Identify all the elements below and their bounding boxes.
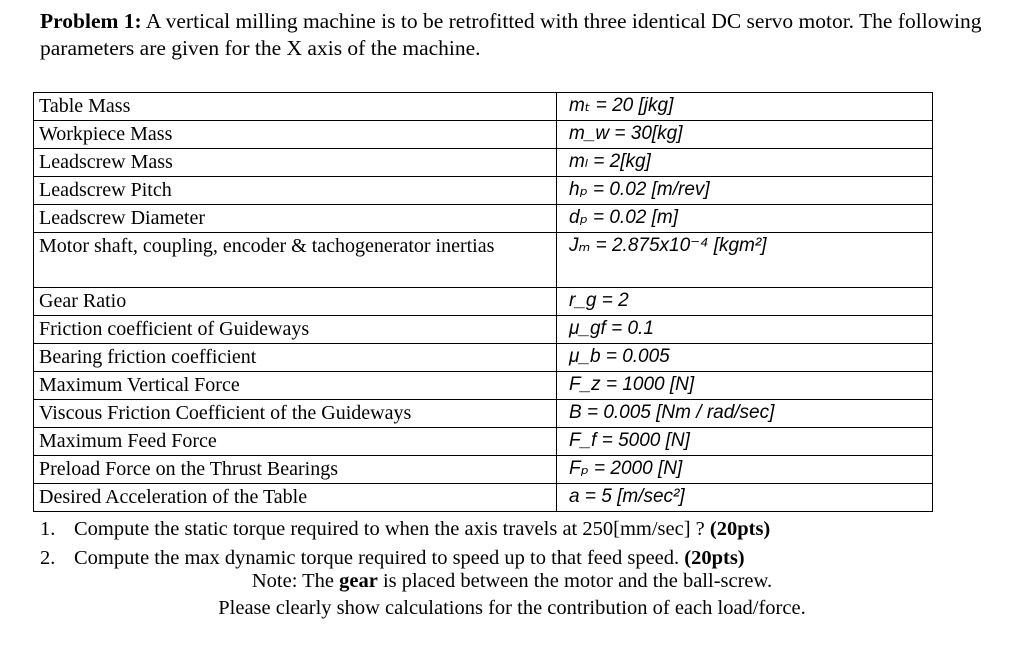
parameter-value: m_w = 30[kg] bbox=[557, 121, 933, 149]
parameter-row bbox=[34, 177, 933, 205]
parameter-value: mₗ = 2[kg] bbox=[557, 149, 933, 177]
question-1 bbox=[40, 515, 1000, 544]
parameter-label: Maximum Vertical Force bbox=[34, 372, 557, 400]
parameter-value: Jₘ = 2.875x10⁻⁴ [kgm²] bbox=[557, 233, 933, 288]
parameter-row bbox=[34, 288, 933, 316]
parameter-row bbox=[34, 400, 933, 428]
parameter-value: μ_gf = 0.1 bbox=[557, 316, 933, 344]
parameter-label: Leadscrew Pitch bbox=[34, 177, 557, 205]
note-prefix: Note: The bbox=[251, 570, 340, 592]
parameter-row bbox=[34, 316, 933, 344]
parameter-label: Desired Acceleration of the Table bbox=[34, 484, 557, 512]
parameter-label: Bearing friction coefficient bbox=[34, 344, 557, 372]
questions-list bbox=[40, 515, 1000, 573]
note-suffix: is placed between the motor and the ball-screw. bbox=[377, 570, 773, 592]
parameter-row bbox=[34, 428, 933, 456]
parameter-row bbox=[34, 205, 933, 233]
parameter-value: mₜ = 20 [jkg] bbox=[557, 93, 933, 121]
parameter-row bbox=[34, 233, 933, 288]
parameter-label: Preload Force on the Thrust Bearings bbox=[34, 456, 557, 484]
parameter-value: μ_b = 0.005 bbox=[557, 344, 933, 372]
parameter-label: Maximum Feed Force bbox=[34, 428, 557, 456]
parameter-row bbox=[34, 93, 933, 121]
question-number: 1. bbox=[40, 518, 56, 540]
parameters-table bbox=[33, 92, 933, 512]
question-points: (20pts) bbox=[684, 547, 745, 569]
parameter-value: hₚ = 0.02 [m/rev] bbox=[557, 177, 933, 205]
parameter-label: Leadscrew Mass bbox=[34, 149, 557, 177]
parameter-row bbox=[34, 344, 933, 372]
parameter-value: Fₚ = 2000 [N] bbox=[557, 456, 933, 484]
question-number: 2. bbox=[40, 547, 56, 569]
parameter-value: F_f = 5000 [N] bbox=[557, 428, 933, 456]
note-bold-word: gear bbox=[339, 570, 378, 592]
parameter-row bbox=[34, 149, 933, 177]
parameter-label: Motor shaft, coupling, encoder & tachogenerator inertias bbox=[34, 233, 557, 288]
question-points: (20pts) bbox=[709, 518, 771, 540]
parameter-label: Workpiece Mass bbox=[34, 121, 557, 149]
parameter-value: a = 5 [m/sec²] bbox=[557, 484, 933, 512]
parameter-label: Friction coefficient of Guideways bbox=[34, 316, 557, 344]
parameter-value: dₚ = 0.02 [m] bbox=[557, 205, 933, 233]
parameter-row bbox=[34, 121, 933, 149]
parameter-value: B = 0.005 [Nm / rad/sec] bbox=[557, 400, 933, 428]
parameter-value: F_z = 1000 [N] bbox=[557, 372, 933, 400]
parameter-row bbox=[34, 484, 933, 512]
question-2 bbox=[40, 544, 1000, 573]
instruction-line: Please clearly show calculations for the contribution of each load/force. bbox=[218, 597, 806, 619]
problem-title: Problem 1: bbox=[40, 9, 142, 33]
parameter-value: r_g = 2 bbox=[557, 288, 933, 316]
parameter-label: Leadscrew Diameter bbox=[34, 205, 557, 233]
parameter-label: Gear Ratio bbox=[34, 288, 557, 316]
problem-statement bbox=[40, 8, 1015, 62]
problem-text: A vertical milling machine is to be retrofitted with three identical DC servo motor. The following parameters are given for the X axis of the machine. bbox=[40, 9, 982, 60]
question-text: Compute the static torque required to when the axis travels at 250[mm/sec] ? bbox=[74, 518, 710, 540]
question-text: Compute the max dynamic torque required to speed up to that feed speed. bbox=[74, 547, 685, 569]
parameter-label: Table Mass bbox=[34, 93, 557, 121]
parameter-row bbox=[34, 372, 933, 400]
parameter-row bbox=[34, 456, 933, 484]
note-line bbox=[0, 570, 1024, 593]
parameter-label: Viscous Friction Coefficient of the Guideways bbox=[34, 400, 557, 428]
